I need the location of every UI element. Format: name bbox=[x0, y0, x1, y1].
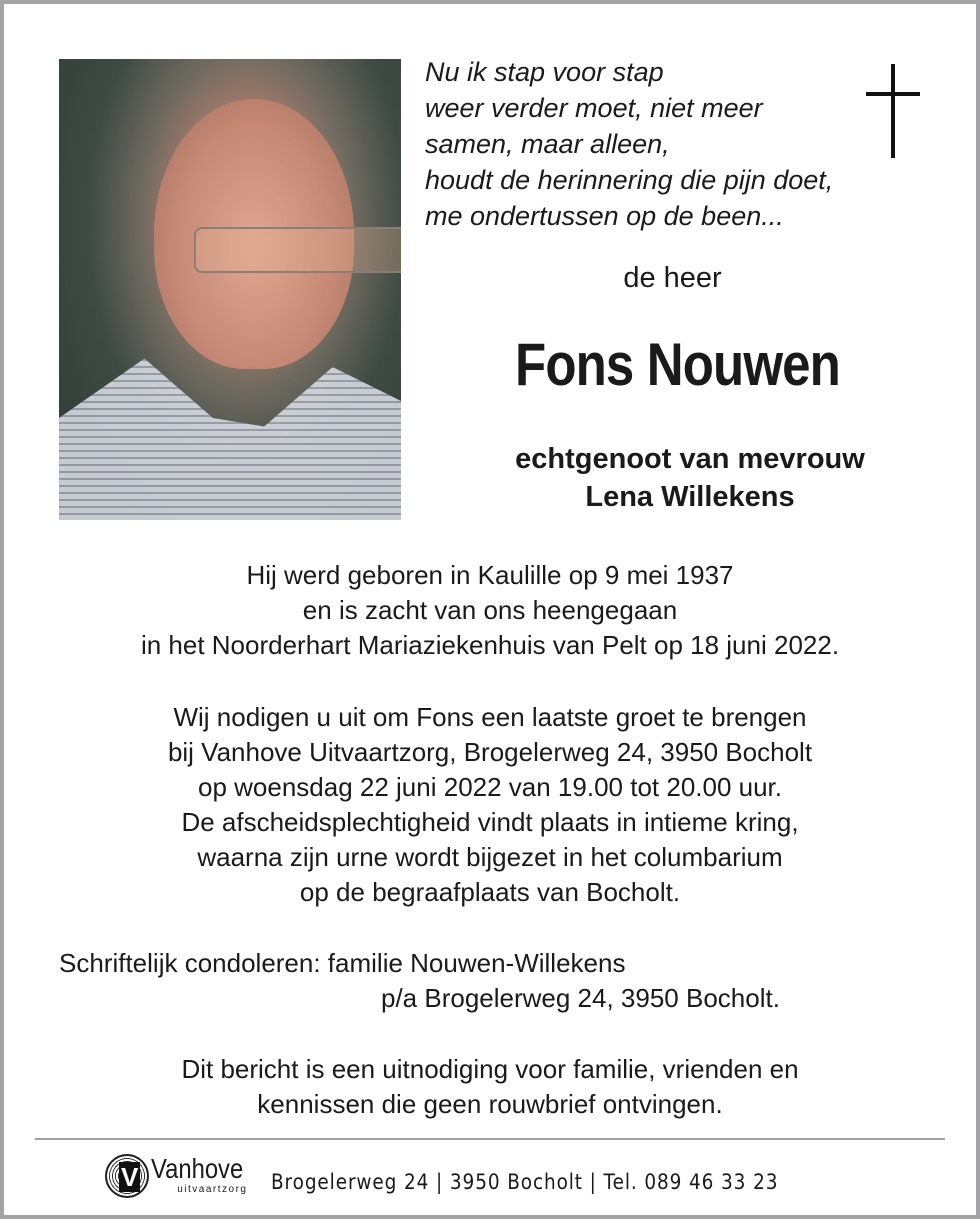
birth-death-paragraph bbox=[40, 558, 940, 663]
condolences bbox=[59, 946, 780, 1016]
text-line: p/a Brogelerweg 24, 3950 Bocholt. bbox=[381, 983, 780, 1013]
footer-address: Brogelerweg 24 | 3950 Bocholt | Tel. 089 46 33 23 bbox=[271, 1170, 779, 1194]
spouse bbox=[425, 440, 955, 516]
text-line: Schriftelijk condoleren: familie Nouwen-Willekens bbox=[59, 948, 626, 978]
text-line: kennissen die geen rouwbrief ontvingen. bbox=[257, 1089, 723, 1119]
poem-line: samen, maar alleen, bbox=[425, 129, 670, 159]
title-prefix: de heer bbox=[623, 262, 722, 294]
portrait-photo bbox=[59, 59, 401, 520]
photo-glasses bbox=[194, 227, 401, 273]
poem-line: weer verder moet, niet meer bbox=[425, 93, 763, 123]
logo-sub: uitvaartzorg bbox=[177, 1184, 248, 1195]
poem-line: me ondertussen op de been... bbox=[425, 201, 784, 231]
text-line: en is zacht van ons heengegaan bbox=[302, 595, 678, 625]
spouse-line: echtgenoot van mevrouw bbox=[515, 443, 865, 475]
notice-paragraph bbox=[40, 1052, 940, 1122]
poem-line: Nu ik stap voor stap bbox=[425, 57, 664, 87]
text-line: waarna zijn urne wordt bijgezet in het columbarium bbox=[197, 842, 783, 872]
text-line: op woensdag 22 juni 2022 van 19.00 tot 20.00 uur. bbox=[197, 772, 783, 802]
logo-mark-icon: V bbox=[105, 1154, 149, 1198]
text-line: De afscheidsplechtigheid vindt plaats in intieme kring, bbox=[181, 807, 799, 837]
deceased-name: Fons Nouwen bbox=[515, 331, 840, 398]
poem bbox=[425, 54, 833, 234]
spouse-line: Lena Willekens bbox=[585, 481, 795, 513]
poem-line: houdt de herinnering die pijn doet, bbox=[425, 165, 834, 195]
text-line: bij Vanhove Uitvaartzorg, Brogelerweg 24, 3950 Bocholt bbox=[167, 737, 813, 767]
logo-name: Vanhove bbox=[151, 1153, 244, 1184]
footer-divider bbox=[35, 1138, 945, 1140]
photo-shirt bbox=[59, 350, 401, 520]
invitation-paragraph bbox=[40, 700, 940, 910]
text-line: in het Noorderhart Mariaziekenhuis van Pelt op 18 juni 2022. bbox=[140, 630, 840, 660]
cross-icon bbox=[866, 64, 920, 158]
vanhove-logo bbox=[105, 1154, 259, 1198]
text-line: Wij nodigen u uit om Fons een laatste groet te brengen bbox=[173, 702, 807, 732]
text-line: Dit bericht is een uitnodiging voor familie, vrienden en bbox=[181, 1054, 799, 1084]
text-line: op de begraafplaats van Bocholt. bbox=[299, 877, 681, 907]
footer bbox=[105, 1148, 848, 1198]
text-line: Hij werd geboren in Kaulille op 9 mei 1937 bbox=[246, 560, 734, 590]
